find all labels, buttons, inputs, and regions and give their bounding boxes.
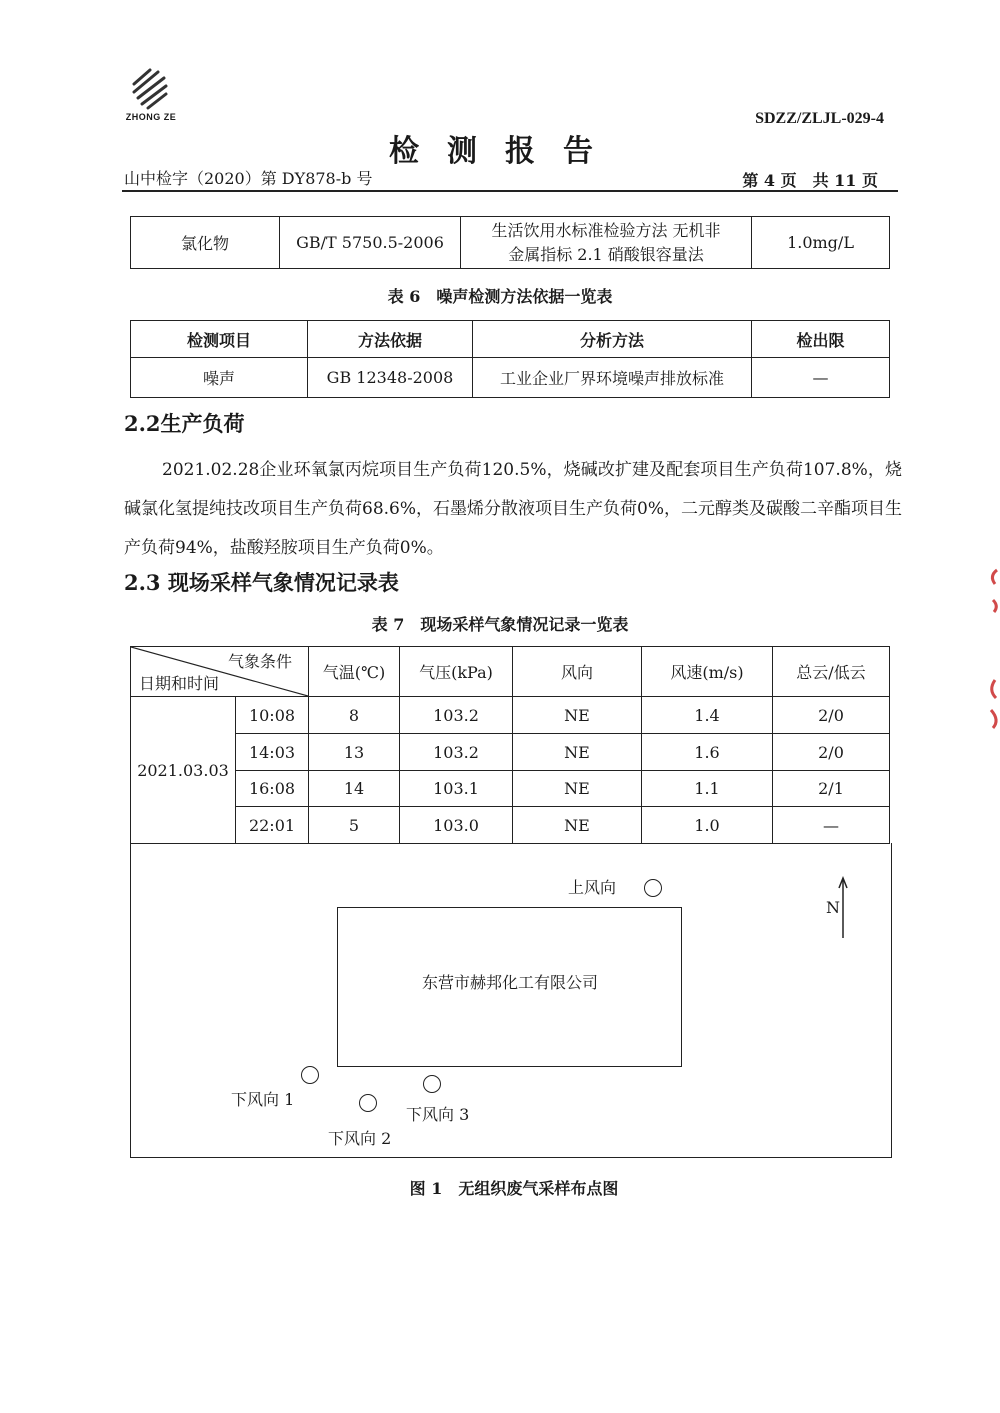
temperature-cell: 14 xyxy=(309,771,400,807)
production-load-paragraph xyxy=(124,451,902,568)
table-cell: GB 12348-2008 xyxy=(308,358,473,398)
company-name: 东营市赫邦化工有限公司 xyxy=(421,973,598,992)
weather-record-table xyxy=(130,646,890,844)
diagonal-top-label: 气象条件 xyxy=(227,652,292,671)
report-number: 山中检字（2020）第 DY878-b 号 xyxy=(124,169,373,188)
temperature-cell: 8 xyxy=(309,697,400,734)
downwind-label-2: 下风向 2 xyxy=(328,1129,392,1148)
downwind-label-3: 下风向 3 xyxy=(406,1105,470,1124)
table-header-row xyxy=(131,647,890,697)
time-cell: 22:01 xyxy=(236,807,309,844)
column-header: 气压(kPa) xyxy=(400,647,513,697)
column-header: 检出限 xyxy=(752,321,890,358)
pressure-cell: 103.2 xyxy=(400,697,513,734)
wind-direction-cell: NE xyxy=(513,771,642,807)
table-cell: 噪声 xyxy=(131,358,308,398)
upwind-sampling-point xyxy=(644,879,662,897)
noise-method-table xyxy=(130,320,890,398)
table-cell xyxy=(461,217,752,269)
time-cell: 16:08 xyxy=(236,771,309,807)
seal-stamp-fragment xyxy=(985,560,1000,740)
column-header: 方法依据 xyxy=(308,321,473,358)
table-cell: 氯化物 xyxy=(131,217,280,269)
cloud-cell: — xyxy=(773,807,890,844)
wind-speed-cell: 1.1 xyxy=(642,771,773,807)
method-line: 生活饮用水标准检验方法 无机非 xyxy=(491,220,721,240)
column-header: 风速(m/s) xyxy=(642,647,773,697)
logo-text: ZHONG ZE xyxy=(125,112,177,122)
table-header-row xyxy=(131,321,890,358)
pressure-cell: 103.1 xyxy=(400,771,513,807)
wind-speed-cell: 1.0 xyxy=(642,807,773,844)
wind-direction-cell: NE xyxy=(513,807,642,844)
section-heading-2-3: 2.3 现场采样气象情况记录表 xyxy=(124,570,399,595)
method-table-continued xyxy=(130,216,890,269)
header-divider xyxy=(122,190,898,192)
table7-caption: 表 7 现场采样气象情况记录一览表 xyxy=(371,615,629,634)
cloud-cell: 2/0 xyxy=(773,734,890,771)
table-cell: 1.0mg/L xyxy=(752,217,890,269)
column-header: 分析方法 xyxy=(473,321,752,358)
downwind-label-1: 下风向 1 xyxy=(231,1090,295,1109)
temperature-cell: 5 xyxy=(309,807,400,844)
wind-speed-cell: 1.4 xyxy=(642,697,773,734)
table-row xyxy=(131,358,890,398)
figure1-caption: 图 1 无组织废气采样布点图 xyxy=(409,1179,619,1198)
page-indicator: 第 4 页 共 11 页 xyxy=(742,171,878,190)
pressure-cell: 103.0 xyxy=(400,807,513,844)
diagonal-bottom-label: 日期和时间 xyxy=(139,674,220,693)
downwind-point-2 xyxy=(359,1094,377,1112)
paragraph-text: 2021.02.28企业环氧氯丙烷项目生产负荷120.5%，烧碱改扩建及配套项目生产负荷107.8%，烧碱氯化氢提纯技改项目生产负荷68.6%，石墨烯分散液项目生产负荷0%，二元醇类及碳酸二辛酯项目生产负荷94%，盐酸羟胺项目生产负荷0%。 xyxy=(124,460,902,558)
diagonal-header-cell xyxy=(131,647,309,697)
north-arrow-icon xyxy=(836,876,850,940)
table-row xyxy=(131,734,890,771)
table-cell: GB/T 5750.5-2006 xyxy=(280,217,461,269)
table-cell: — xyxy=(752,358,890,398)
column-header: 检测项目 xyxy=(131,321,308,358)
column-header: 气温(℃) xyxy=(309,647,400,697)
time-cell: 14:03 xyxy=(236,734,309,771)
table6-caption: 表 6 噪声检测方法依据一览表 xyxy=(387,287,613,306)
wind-direction-cell: NE xyxy=(513,697,642,734)
cloud-cell: 2/1 xyxy=(773,771,890,807)
table-row xyxy=(131,697,890,734)
table-row xyxy=(131,807,890,844)
date-cell: 2021.03.03 xyxy=(131,697,236,844)
pressure-cell: 103.2 xyxy=(400,734,513,771)
column-header: 风向 xyxy=(513,647,642,697)
table-cell: 工业企业厂界环境噪声排放标准 xyxy=(473,358,752,398)
north-label: N xyxy=(826,898,840,917)
wind-direction-cell: NE xyxy=(513,734,642,771)
method-line: 金属指标 2.1 硝酸银容量法 xyxy=(508,244,704,264)
report-title: 检测报告 xyxy=(389,134,621,169)
upwind-label: 上风向 xyxy=(568,878,617,897)
column-header: 总云/低云 xyxy=(773,647,890,697)
downwind-point-3 xyxy=(423,1075,441,1093)
section-heading-2-2: 2.2生产负荷 xyxy=(124,411,245,436)
document-number: SDZZ/ZLJL-029-4 xyxy=(755,110,884,127)
downwind-point-1 xyxy=(301,1066,319,1084)
time-cell: 10:08 xyxy=(236,697,309,734)
cloud-cell: 2/0 xyxy=(773,697,890,734)
table-row xyxy=(131,217,890,269)
table-row xyxy=(131,771,890,807)
wind-speed-cell: 1.6 xyxy=(642,734,773,771)
temperature-cell: 13 xyxy=(309,734,400,771)
